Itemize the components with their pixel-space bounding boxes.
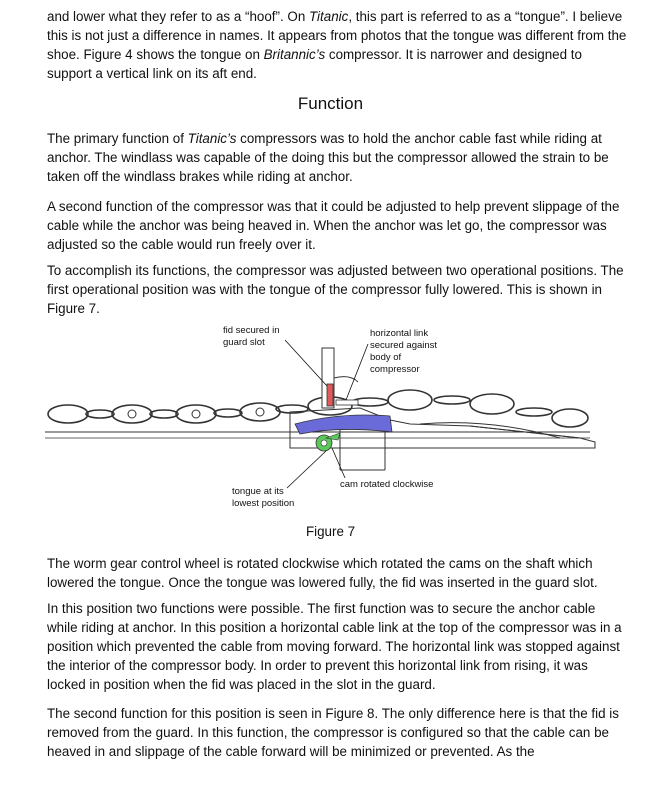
paragraph-worm-gear: The worm gear control wheel is rotated clockwise which rotated the cams on the shaft which lowered the tongue. Once the tongue was lowered fully, the fid was inserted in the guard slot.	[47, 556, 598, 590]
label-link-3: body of	[370, 352, 402, 363]
paragraph-second-function-fig8: The second function for this position is seen in Figure 8. The only difference here is that the fid is removed from the guard. In this function, the compressor is configured so that the cable can be heaved in and slippage of the cable forward will be minimized or prevented. As the	[47, 706, 619, 759]
fid-marker	[327, 384, 333, 406]
label-fid-2: guard slot	[223, 337, 265, 348]
figure-7-diagram	[40, 320, 620, 520]
paragraph-primary-function: The primary function of Titanic’s compressors was to hold the anchor cable fast while riding at anchor. The windlass was capable of the doing this but the compressor allowed the strain to be taken off the windlass brakes while riding at anchor.	[47, 131, 609, 184]
tongue-shape	[295, 415, 392, 434]
horizontal-link	[336, 400, 358, 405]
label-link-2: secured against	[370, 340, 438, 351]
paragraph-two-functions: In this position two functions were possible. The first function was to secure the anchor cable while riding at anchor. In this position a horizontal cable link at the top of the compressor was in a position which prevented the cable from moving forward. The horizontal link was stopped against the interior of the compressor body. In order to prevent this horizontal link from rising, it was locked in position when the fid was placed in the slot in the guard.	[47, 601, 622, 692]
figure-caption: Figure 7	[305, 524, 356, 539]
paragraph-second-function: A second function of the compressor was that it could be adjusted to help prevent slippage of the cable while the anchor was being heaved in. When the anchor was let go, the compressor was adjusted so the cable would run freely over it.	[47, 199, 620, 252]
paragraph-hoof-tongue: and lower what they refer to as a “hoof”. On Titanic, this part is referred to as a “tongue”. I believe this is not just a difference in names. It appears from photos that the tongue was different from the shoe. Figure 4 shows the tongue on Britannic’s compressor. It is narrower and designed to support a vertical link on its aft end.	[47, 9, 627, 81]
paragraph-operational-positions: To accomplish its functions, the compressor was adjusted between two operational positions. The first operational position was with the tongue of the compressor fully lowered. This is shown in Figure 7.	[47, 263, 624, 316]
label-link-4: compressor	[370, 364, 420, 375]
label-fid-1: fid secured in	[223, 325, 280, 336]
compressor-diagram	[40, 320, 620, 520]
label-tongue-2: lowest position	[232, 498, 295, 509]
section-heading: Function	[297, 94, 364, 113]
label-link-1: horizontal link	[370, 328, 429, 339]
label-tongue-1: tongue at its	[232, 486, 284, 497]
label-cam: cam rotated clockwise	[340, 479, 434, 490]
